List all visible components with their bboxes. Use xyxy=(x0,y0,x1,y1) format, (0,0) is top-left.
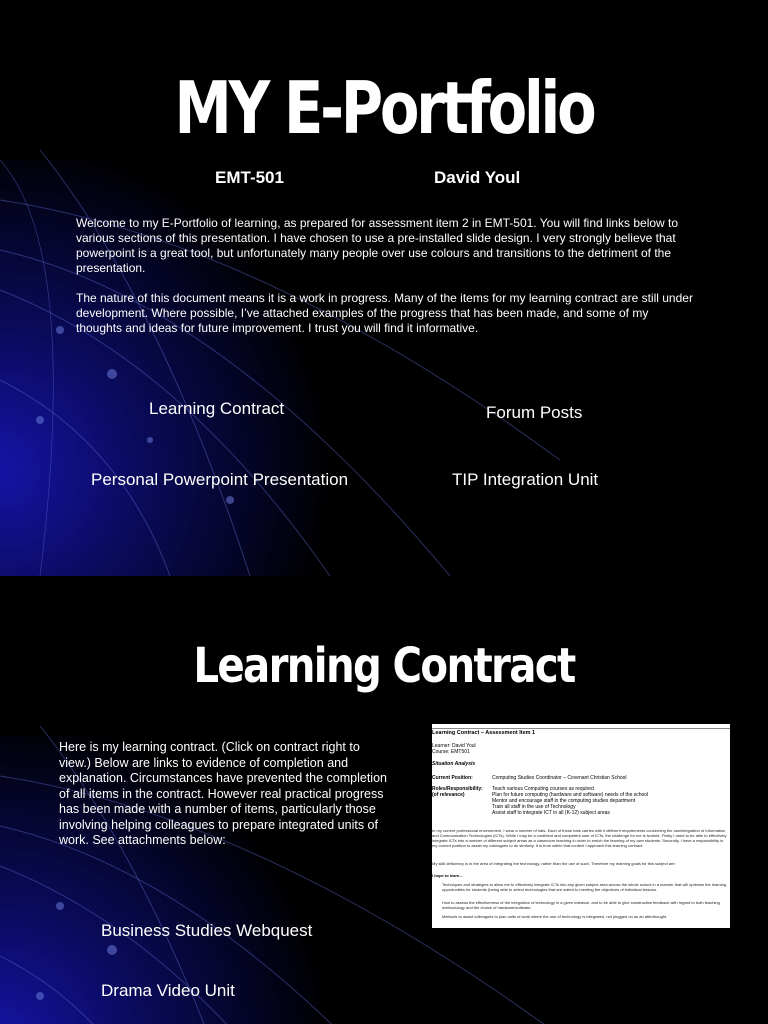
forum-posts-link[interactable]: Forum Posts xyxy=(486,403,583,422)
drama-video-link[interactable]: Drama Video Unit xyxy=(101,981,235,1000)
business-webquest-link[interactable]: Business Studies Webquest xyxy=(101,921,313,940)
learning-contract-link[interactable]: Learning Contract xyxy=(149,399,285,418)
contract-role: Train all staff in the use of Technology xyxy=(492,804,576,810)
contract-position-label: Current Position: xyxy=(432,775,473,781)
intro-paragraph: Welcome to my E-Portfolio of learning, as prepared for assessment item 2 in EMT-501. You will find links below to various sections of this presentation. I have chosen to use a pre-installed slide design. I very strongly believe that powerpoint is a great tool, but unfortunately many people over use colours and transitions to the detriment of the presentation. xyxy=(76,216,679,275)
personal-presentation-link[interactable]: Personal Powerpoint Presentation xyxy=(91,470,349,489)
contract-roles-label: Roles/Responsibility: xyxy=(432,786,483,792)
contract-description: Here is my learning contract. (Click on contract right to view.) Below are links to evidence of completion and explanation. Circumstances have prevented the completion of all items in the contract. However real practical progress has been made with a number of items, particularly those involving helping colleagues to prepare integrated units of work. See attachments below: xyxy=(59,740,387,847)
intro-text xyxy=(76,216,694,351)
contract-role: Assist staff to integrate ICT in all (K-12) subject areas xyxy=(492,810,610,816)
author-name: David Youl xyxy=(434,168,521,187)
contract-deficiency-text: My skill deficiency is in the area of integrating the technology, rather than the use of such. Therefore my learning goals for this subject are: xyxy=(432,861,676,866)
contract-goal: Techniques and strategies to allow me to effectively integrate ICTs into any given subject area across the whole school in a manner that will optimise the learning opportunities for students (being able to select technologies that are suited to meeting the objectives of individual lessons. xyxy=(442,882,727,892)
contract-goal: Methods to assist colleagues to plan units of work where the use of technology is integrated, not plugged on as an afterthought. xyxy=(442,914,668,919)
intro-paragraph: The nature of this document means it is a work in progress. Many of the items for my learning contract are still under development. Where possible, I’ve attached examples of the progress that has been made, and some of my thoughts and ideas for future improvement. I trust you will find it informative. xyxy=(76,291,693,335)
contract-course: Course: EMT501 xyxy=(432,749,470,755)
slide-learning-contract xyxy=(0,576,768,1024)
contract-preview-image[interactable] xyxy=(432,724,730,928)
contract-section: Situation Analysis xyxy=(432,761,476,767)
contract-learner: Learner: David Youl xyxy=(432,743,476,749)
tip-integration-link[interactable]: TIP Integration Unit xyxy=(452,470,599,489)
contract-position-value: Computing Studies Coordinator – Covenant Christian School xyxy=(492,775,627,781)
contract-roles-note: (of relevance) xyxy=(432,792,465,798)
course-code: EMT-501 xyxy=(215,168,284,187)
divider xyxy=(432,728,730,729)
contract-role: Mentor and encourage staff in the computing studies department xyxy=(492,798,636,804)
slide-title: Learning Contract xyxy=(193,638,575,694)
contract-role: Teach various Computing courses as required xyxy=(492,786,594,792)
contract-role: Plan for future computing (hardware and software) needs of the school xyxy=(492,792,649,798)
contract-heading: Learning Contract – Assessment Item 1 xyxy=(432,730,536,736)
contract-hope-label: I hope to learn... xyxy=(432,873,463,878)
contract-goal: How to assess the effectiveness of the integration of technology in a given instance, and to be able to give constructive feedback with regard to both teaching methodology and the choice of hardware/software. xyxy=(442,900,720,910)
contract-situation-text: In my current professional environment, I wear a number of hats. Each of these hats carries with it different requirements concerning the use/integration of Information and Communication Technologies (ICTs). While I may be a confident and competent user of ICTs, the challenge for me is twofold. Firstly I need to be able to effectively integrate ICTs into a number of different subject areas as a classroom teaching in order to enrich the learning of my own students. Secondly, I have a responsibility in my current position to assist my colleagues to do similarly. It is from within that context I approach this learning contract. xyxy=(432,828,727,848)
page-title: MY E-Portfolio xyxy=(174,66,594,150)
